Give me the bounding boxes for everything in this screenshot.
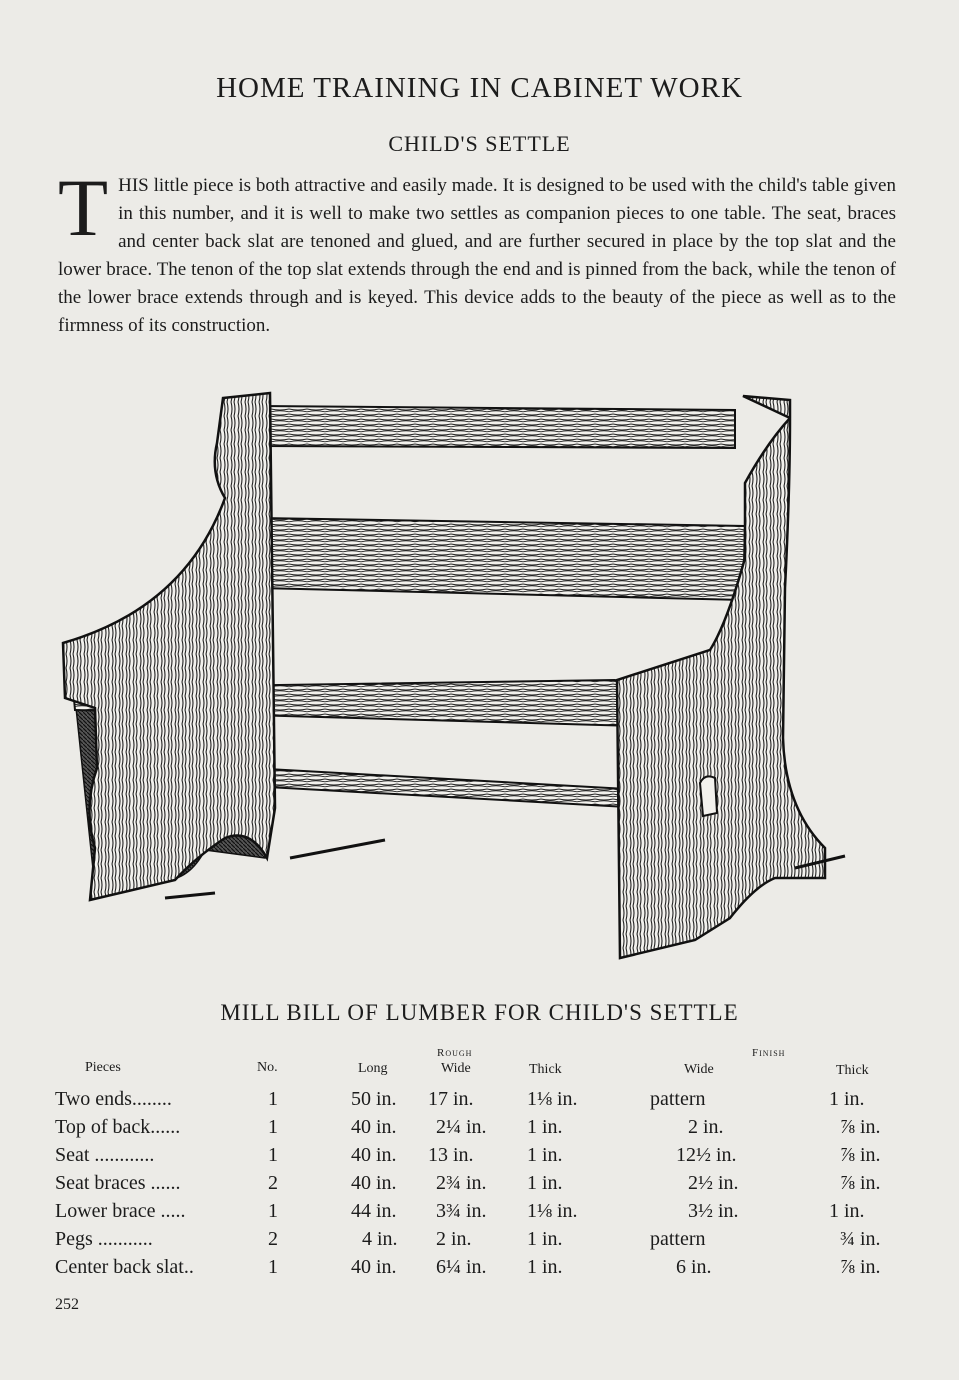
table-row	[0, 1228, 959, 1256]
cell-finish-wide: 2 in.	[688, 1116, 724, 1138]
cell-finish-wide: pattern	[650, 1228, 706, 1250]
cell-rough-wide: 2 in.	[436, 1228, 472, 1250]
cell-no: 1	[268, 1116, 278, 1138]
header-rough-wide: Wide	[441, 1061, 471, 1076]
cell-long: 40 in.	[351, 1172, 397, 1194]
cell-finish-wide: pattern	[650, 1088, 706, 1110]
header-rough-thick: Thick	[529, 1062, 562, 1077]
cell-rough-wide: 6¼ in.	[436, 1256, 487, 1278]
article-title: CHILD'S SETTLE	[388, 131, 571, 156]
cell-finish-thick: 1 in.	[829, 1088, 865, 1110]
header-finish-wide: Wide	[684, 1062, 714, 1077]
header-group-finish: Finish	[752, 1047, 786, 1059]
mill-bill-title: MILL BILL OF LUMBER FOR CHILD'S SETTLE	[220, 1000, 739, 1025]
cell-long: 40 in.	[351, 1144, 397, 1166]
cell-finish-wide: 2½ in.	[688, 1172, 739, 1194]
cell-rough-wide: 17 in.	[428, 1088, 474, 1110]
cell-rough-wide: 13 in.	[428, 1144, 474, 1166]
cell-finish-wide: 6 in.	[676, 1256, 712, 1278]
cell-piece: Seat ............	[55, 1144, 155, 1166]
cell-piece: Two ends........	[55, 1088, 172, 1110]
running-head: HOME TRAINING IN CABINET WORK	[216, 72, 743, 104]
cell-rough-wide: 2¾ in.	[436, 1172, 487, 1194]
cell-long: 50 in.	[351, 1088, 397, 1110]
header-pieces: Pieces	[85, 1060, 121, 1075]
cell-no: 1	[268, 1256, 278, 1278]
header-group-rough: Rough	[437, 1047, 473, 1059]
cell-rough-thick: 1 in.	[527, 1116, 563, 1138]
cell-long: 44 in.	[351, 1200, 397, 1222]
table-row	[0, 1172, 959, 1200]
cell-rough-wide: 3¾ in.	[436, 1200, 487, 1222]
right-end	[617, 396, 825, 958]
cell-piece: Top of back......	[55, 1116, 181, 1138]
header-long: Long	[358, 1061, 388, 1076]
cell-finish-wide: 12½ in.	[676, 1144, 737, 1166]
table-row	[0, 1088, 959, 1116]
top-back-slat	[260, 406, 735, 448]
settle-illustration	[55, 388, 905, 978]
table-row	[0, 1256, 959, 1284]
cell-finish-thick: ⅞ in.	[840, 1256, 881, 1278]
cell-finish-wide: 3½ in.	[688, 1200, 739, 1222]
cell-finish-thick: ¾ in.	[840, 1228, 881, 1250]
left-end	[63, 393, 275, 900]
drop-cap: T	[58, 162, 109, 253]
cell-finish-thick: ⅞ in.	[840, 1116, 881, 1138]
cell-long: 40 in.	[351, 1116, 397, 1138]
cell-no: 2	[268, 1228, 278, 1250]
article-paragraph: HIS little piece is both attractive and easily made. It is designed to be used with the child's table given in this number, and it is well to make two settles as companion pieces to one table. The seat, braces and center back slat are tenoned and glued, and are further secured in place by the top slat and the lower brace. The tenon of the top slat extends through the end and is pinned from the back, while the tenon of the lower brace extends through and is keyed. This device adds to the beauty of the piece as well as to the firmness of its construction.	[58, 175, 896, 336]
cell-rough-wide: 2¼ in.	[436, 1116, 487, 1138]
cell-no: 2	[268, 1172, 278, 1194]
header-no: No.	[257, 1060, 278, 1075]
cell-no: 1	[268, 1200, 278, 1222]
cell-piece: Lower brace .....	[55, 1200, 186, 1222]
cell-long: 4 in.	[362, 1228, 398, 1250]
page-number: 252	[55, 1296, 79, 1313]
cell-rough-thick: 1⅛ in.	[527, 1200, 578, 1222]
table-row	[0, 1200, 959, 1228]
table-row	[0, 1144, 959, 1172]
cell-rough-thick: 1 in.	[527, 1144, 563, 1166]
table-row	[0, 1116, 959, 1144]
article-body	[58, 162, 896, 340]
cell-rough-thick: 1 in.	[527, 1256, 563, 1278]
cell-finish-thick: ⅞ in.	[840, 1172, 881, 1194]
cell-rough-thick: 1⅛ in.	[527, 1088, 578, 1110]
cell-finish-thick: 1 in.	[829, 1200, 865, 1222]
cell-piece: Seat braces ......	[55, 1172, 181, 1194]
cell-piece: Center back slat..	[55, 1256, 194, 1278]
cell-finish-thick: ⅞ in.	[840, 1144, 881, 1166]
header-finish-thick: Thick	[836, 1063, 869, 1078]
cell-piece: Pegs ...........	[55, 1228, 153, 1250]
brace-key	[700, 776, 717, 816]
cell-rough-thick: 1 in.	[527, 1172, 563, 1194]
cell-long: 40 in.	[351, 1256, 397, 1278]
cell-rough-thick: 1 in.	[527, 1228, 563, 1250]
cell-no: 1	[268, 1088, 278, 1110]
cell-no: 1	[268, 1144, 278, 1166]
center-back-slat	[260, 518, 745, 600]
